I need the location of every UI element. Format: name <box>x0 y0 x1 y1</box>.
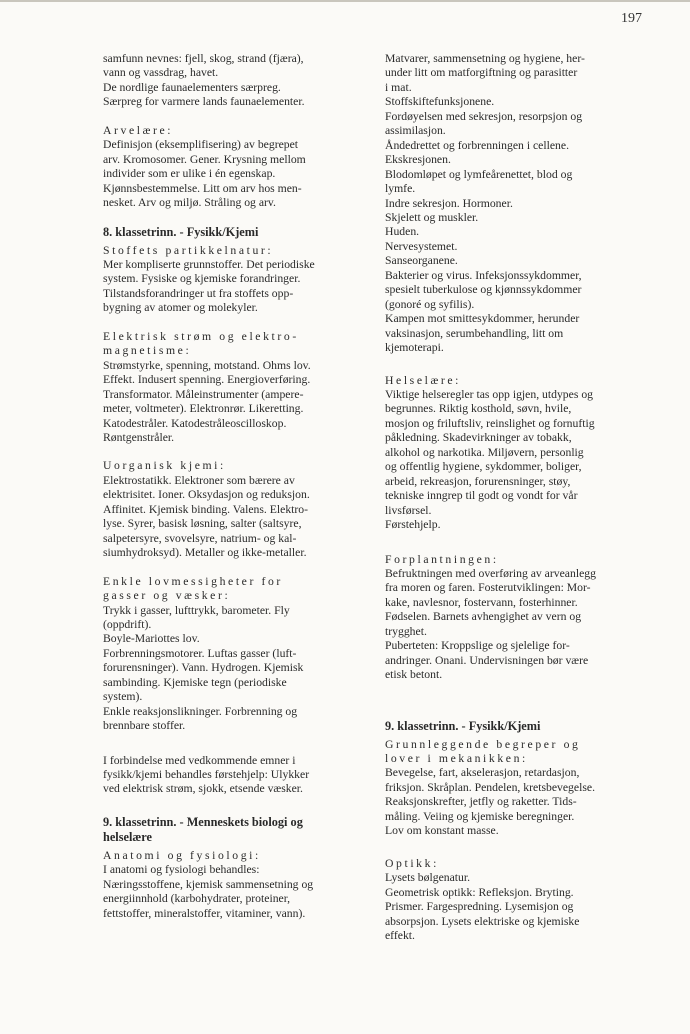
text-line: Fordøyelsen med sekresjon, resorpsjon og <box>385 109 583 123</box>
text-line: energiinnhold (karbohydrater, proteiner, <box>103 892 291 906</box>
text-line: Reaksjonskrefter, jetfly og raketter. Tids- <box>385 795 577 809</box>
section-title-uorganisk: Uorganisk kjemi: <box>103 459 226 473</box>
title-line: lover i mekanikken: <box>385 752 528 766</box>
text-line: Geometrisk optikk: Refleksjon. Bryting. <box>385 885 574 899</box>
text-line: kjemoterapi. <box>385 341 444 355</box>
heading-8-fysikk-kjemi: 8. klassetrinn. - Fysikk/Kjemi <box>103 224 259 239</box>
text-line: salpetersyre, svovelsyre, natrium- og kal- <box>103 531 297 545</box>
text-line: meter, voltmeter). Elektronrør. Likeretting. <box>103 402 304 416</box>
text-line: assimilasjon. <box>385 124 446 138</box>
text-line: absorpsjon. Lysets elektriske og kjemiske <box>385 914 580 928</box>
left-column <box>103 52 359 921</box>
text-line: Affinitet. Kjemisk binding. Valens. Elektro- <box>103 502 309 516</box>
text-line: Prismer. Fargespredning. Lysemisjon og <box>385 900 574 914</box>
text-line: Enkle reaksjonslikninger. Forbrenning og <box>103 704 298 718</box>
elektrisk-body <box>103 359 359 446</box>
text-line: begrunnes. Riktig kosthold, søvn, hvile, <box>385 402 572 416</box>
text-line: effekt. <box>385 929 415 943</box>
text-line: Blodomløpet og lymfeårenettet, blod og <box>385 167 573 181</box>
text-line: (oppdrift). <box>103 617 152 631</box>
text-line: Sanseorganene. <box>385 254 458 268</box>
text-line: påkledning. Skadevirkninger av tobakk, <box>385 431 572 445</box>
text-line: Befruktningen med overføring av arveanlegg <box>385 566 596 580</box>
text-line: trygghet. <box>385 624 427 638</box>
text-line: brennbare stoffer. <box>103 719 186 733</box>
forplantningen-body <box>385 567 640 683</box>
text-line: Særpreg for varmere lands faunaelementer. <box>103 95 305 109</box>
text-line: Mer kompliserte grunnstoffer. Det periodiske <box>103 257 315 271</box>
text-line: Boyle-Mariottes lov. <box>103 632 200 646</box>
text-line: Kampen mot smittesykdommer, herunder <box>385 312 580 326</box>
text-line: arv. Kromosomer. Gener. Krysning mellom <box>103 152 306 166</box>
text-line: lymfe. <box>385 182 416 196</box>
text-line: Definisjon (eksemplifisering) av begrepet <box>103 138 299 152</box>
text-line: vann og vassdrag, havet. <box>103 66 219 80</box>
text-line: Effekt. Indusert spenning. Energioverføring. <box>103 373 311 387</box>
section-title-stoffets: Stoffets partikkelnatur: <box>103 243 274 257</box>
title-line: gasser og væsker: <box>103 589 231 603</box>
uorganisk-body <box>103 474 359 561</box>
text-line: De nordlige faunaelementers særpreg. <box>103 80 281 94</box>
top-rule <box>0 0 690 2</box>
stoffets-body <box>103 258 359 316</box>
text-line: I forbindelse med vedkommende emner i <box>103 753 296 767</box>
page-number: 197 <box>621 11 642 26</box>
text-line: Indre sekresjon. Hormoner. <box>385 196 513 210</box>
text-line: Skjelett og muskler. <box>385 210 479 224</box>
text-line: I anatomi og fysiologi behandles: <box>103 863 260 877</box>
section-title-elektrisk <box>103 330 359 359</box>
text-line: fra moren og faren. Fosterutviklingen: Mor- <box>385 581 591 595</box>
text-line: mosjon og friluftsliv, reinslighet og fornuftig <box>385 416 595 430</box>
first-aid-note <box>103 754 359 797</box>
optikk-body <box>385 871 640 943</box>
intro-list <box>385 52 640 356</box>
grunnleggende-body <box>385 766 640 838</box>
section-title-anatomi: Anatomi og fysiologi: <box>103 848 261 862</box>
text-line: forurensninger). Vann. Hydrogen. Kjemisk <box>103 661 304 675</box>
text-line: fysikk/kjemi behandles førstehjelp: Ulykker <box>103 768 310 782</box>
text-line: Åndedrettet og forbrenningen i cellene. <box>385 138 570 152</box>
text-line: fettstoffer, mineralstoffer, vitaminer, vann). <box>103 906 306 920</box>
text-line: Bakterier og virus. Infeksjonssykdommer, <box>385 268 582 282</box>
text-line: Ekskresjonen. <box>385 153 451 167</box>
text-line: Puberteten: Kroppslige og sjelelige for- <box>385 639 570 653</box>
text-line: system). <box>103 690 143 704</box>
text-line: Tilstandsforandringer ut fra stoffets opp- <box>103 286 294 300</box>
section-title-optikk: Optikk: <box>385 856 439 870</box>
text-line: og offentlig hygiene, sykdommer, boliger, <box>385 460 582 474</box>
text-line: lyse. Syrer, basisk løsning, salter (saltsyre, <box>103 517 302 531</box>
section-title-helselaere: Helselære: <box>385 373 461 387</box>
text-line: Trykk i gasser, lufttrykk, barometer. Fly <box>103 603 290 617</box>
text-line: Lov om konstant masse. <box>385 824 499 838</box>
text-line: (gonoré og syfilis). <box>385 297 475 311</box>
text-line: arbeid, rekreasjon, forurensninger, støy, <box>385 474 571 488</box>
text-line: individer som er ulike i én egenskap. <box>103 167 276 181</box>
text-line: Lysets bølgenatur. <box>385 871 471 885</box>
enkle-body <box>103 604 359 734</box>
section-title-arvelaere: Arvelære: <box>103 123 174 137</box>
title-line: Elektrisk strøm og elektro- <box>103 329 299 343</box>
text-line: Strømstyrke, spenning, motstand. Ohms lov. <box>103 358 311 372</box>
text-line: Forbrenningsmotorer. Luftas gasser (luft- <box>103 646 297 660</box>
text-line: Matvarer, sammensetning og hygiene, her- <box>385 52 585 65</box>
text-line: i mat. <box>385 80 412 94</box>
anatomi-body <box>103 863 359 921</box>
text-line: bygning av atomer og molekyler. <box>103 301 258 315</box>
heading-line: 9. klassetrinn. - Menneskets biologi og <box>103 814 303 829</box>
text-line: Førstehjelp. <box>385 518 441 532</box>
text-line: Transformator. Måleinstrumenter (ampere- <box>103 387 304 401</box>
text-line: måling. Veiing og kjemiske beregninger. <box>385 809 575 823</box>
text-line: tekniske inngrep til godt og vondt for vår <box>385 489 578 503</box>
text-line: siumhydroksyd). Metaller og ikke-metaller. <box>103 546 307 560</box>
text-line: under litt om matforgiftning og parasitter <box>385 66 578 80</box>
text-line: Fødselen. Barnets avhengighet av vern og <box>385 610 582 624</box>
text-line: nesket. Arv og miljø. Stråling og arv. <box>103 196 276 210</box>
text-line: kake, navlesnor, fostervann, fosterhinner. <box>385 595 578 609</box>
title-line: Grunnleggende begreper og <box>385 737 581 751</box>
text-line: Nervesystemet. <box>385 239 458 253</box>
text-line: samfunn nevnes: fjell, skog, strand (fjæra), <box>103 52 304 65</box>
text-line: andringer. Onani. Undervisningen bør være <box>385 653 589 667</box>
text-line: alkohol og narkotika. Miljøvern, personlig <box>385 445 584 459</box>
title-line: Enkle lovmessigheter for <box>103 574 283 588</box>
text-line: Stoffskiftefunksjonene. <box>385 95 495 109</box>
text-line: spesielt tuberkulose og kjønnssykdommer <box>385 283 582 297</box>
intro-paragraph <box>103 52 359 110</box>
text-line: Huden. <box>385 225 420 239</box>
text-line: Elektrostatikk. Elektroner som bærere av <box>103 473 295 487</box>
section-title-enkle <box>103 575 359 604</box>
text-line: Næringsstoffene, kjemisk sammensetning og <box>103 877 314 891</box>
text-line: friksjon. Skråplan. Pendelen, kretsbevegelse. <box>385 780 595 794</box>
text-line: Bevegelse, fart, akselerasjon, retardasjon, <box>385 766 580 780</box>
heading-line: helselære <box>103 829 152 844</box>
text-line: ved elektrisk strøm, sjokk, etsende væsker. <box>103 782 303 796</box>
text-line: elektrisitet. Ioner. Oksydasjon og reduksjon. <box>103 488 310 502</box>
text-line: sambinding. Kjemiske tegn (periodiske <box>103 675 287 689</box>
text-line: vaksinasjon, serumbehandling, litt om <box>385 326 564 340</box>
text-line: Kjønnsbestemmelse. Litt om arv hos men- <box>103 181 302 195</box>
arvelaere-body <box>103 138 359 210</box>
heading-9-fysikk-kjemi: 9. klassetrinn. - Fysikk/Kjemi <box>385 718 541 733</box>
heading-9-biologi <box>103 815 359 845</box>
text-line: Røntgenstråler. <box>103 430 175 444</box>
text-line: etisk betont. <box>385 668 443 682</box>
text-line: livsførsel. <box>385 503 432 517</box>
text-line: Viktige helseregler tas opp igjen, utdypes og <box>385 387 594 401</box>
section-title-forplantningen: Forplantningen: <box>385 552 499 566</box>
title-line: magnetisme: <box>103 344 192 358</box>
text-line: Katodestråler. Katodestråleoscilloskop. <box>103 416 287 430</box>
text-line: system. Fysiske og kjemiske forandringer. <box>103 272 301 286</box>
section-title-grunnleggende <box>385 738 640 767</box>
right-column <box>385 52 640 943</box>
helselaere-body <box>385 388 640 533</box>
